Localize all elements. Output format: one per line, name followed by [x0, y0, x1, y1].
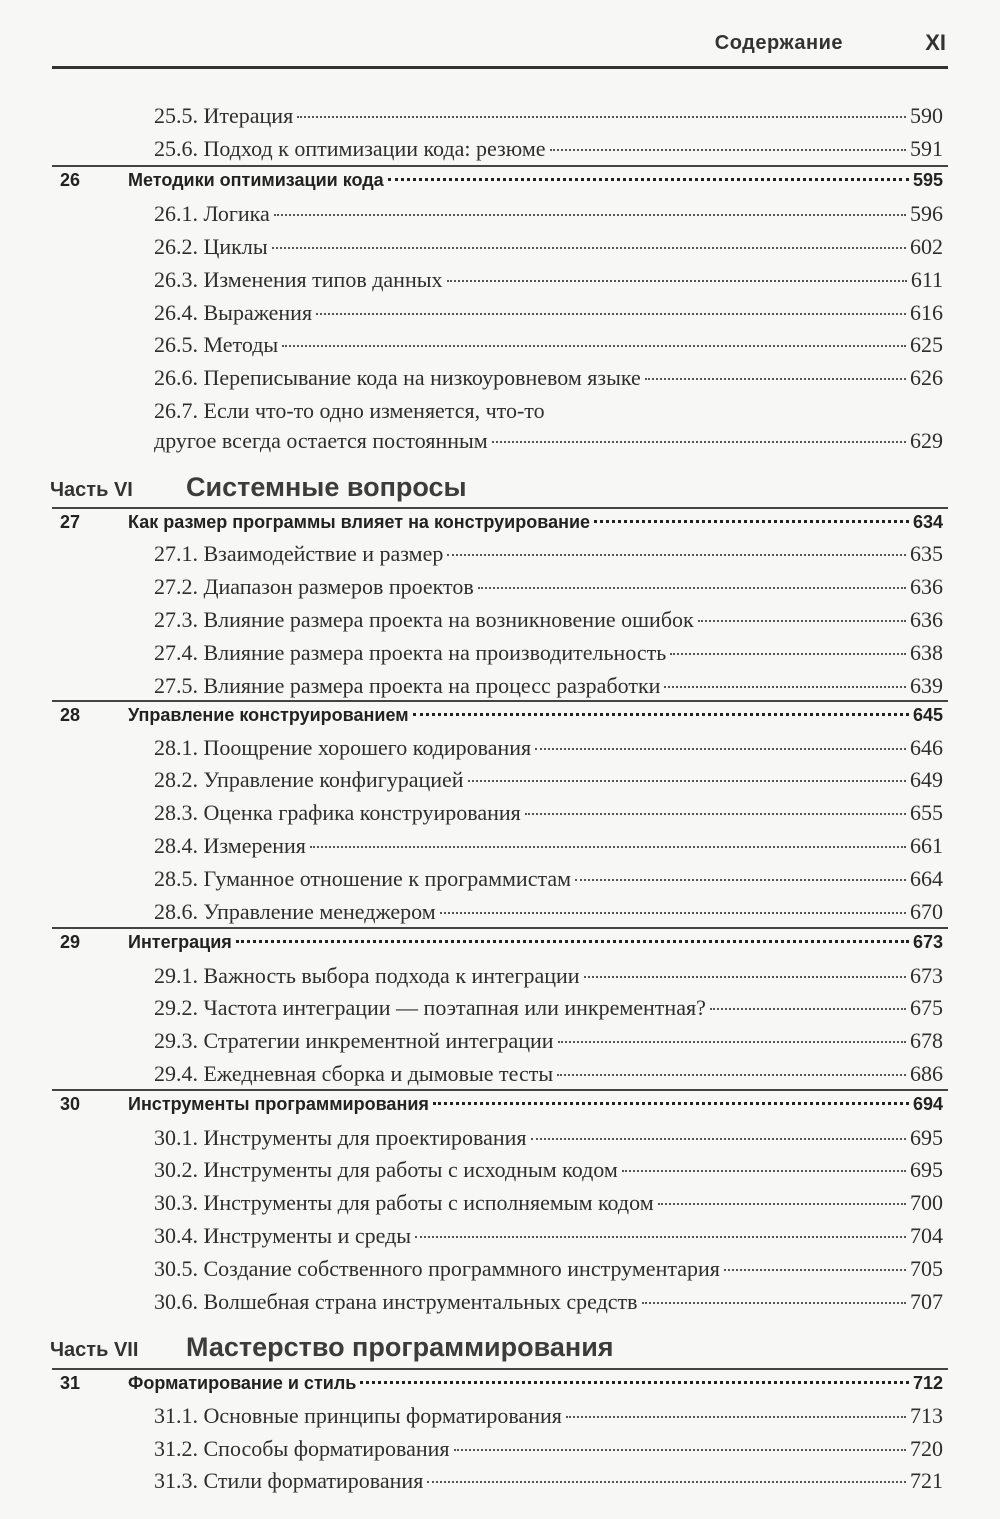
page-ref: 664: [910, 866, 943, 891]
section-entry: [0, 833, 1000, 859]
section-entry: [0, 1157, 1000, 1183]
page-ref: 590: [910, 103, 943, 128]
dot-leader: [550, 149, 906, 151]
page-ref: 625: [910, 332, 943, 357]
dot-leader: [642, 1302, 906, 1304]
section-rule: [52, 927, 948, 929]
dot-leader: [558, 1041, 906, 1043]
page-ref: 704: [910, 1223, 943, 1248]
part-title: Системные вопросы: [186, 472, 467, 502]
section-entry: [0, 1223, 1000, 1249]
page-ref: 626: [910, 365, 943, 390]
section-title: 31.2. Способы форматирования: [154, 1436, 450, 1461]
section-title: 31.3. Стили форматирования: [154, 1468, 424, 1493]
chapter-number: 28: [60, 705, 81, 725]
page-ref: 673: [910, 963, 943, 988]
dot-leader: [670, 653, 906, 655]
chapter-entry: [0, 705, 1000, 726]
section-entry: [0, 1061, 1000, 1087]
chapter-title: Инструменты программирования: [128, 1094, 429, 1114]
page-ref: 636: [910, 574, 943, 599]
dot-leader: [413, 713, 909, 716]
page-ref: 639: [910, 673, 943, 698]
dot-leader: [272, 247, 906, 249]
page-ref: 649: [910, 767, 943, 792]
chapter-title: Интеграция: [128, 932, 232, 952]
section-entry: [0, 1289, 1000, 1315]
section-entry: [0, 234, 1000, 260]
section-title: 31.1. Основные принципы форматирования: [154, 1403, 562, 1428]
section-entry: [0, 1190, 1000, 1216]
page-ref: 646: [910, 735, 943, 760]
section-entry: [0, 995, 1000, 1021]
dot-leader: [478, 587, 906, 589]
chapter-title: Методики оптимизации кода: [128, 170, 384, 190]
section-title: 30.2. Инструменты для работы с исходным кодом: [154, 1157, 618, 1182]
section-entry: [0, 1028, 1000, 1054]
dot-leader: [440, 912, 906, 914]
page-ref: 713: [910, 1403, 943, 1428]
dot-leader: [698, 620, 906, 622]
section-title: 25.6. Подход к оптимизации кода: резюме: [154, 136, 546, 161]
part-label: Часть VII: [50, 1339, 139, 1361]
dot-leader: [658, 1203, 906, 1205]
chapter-title: Управление конструированием: [128, 705, 409, 725]
page-ref: 634: [912, 512, 943, 532]
page-ref: 694: [912, 1094, 943, 1114]
dot-leader: [664, 686, 906, 688]
dot-leader: [525, 813, 906, 815]
section-title: 27.2. Диапазон размеров проектов: [154, 574, 474, 599]
section-title: 26.2. Циклы: [154, 234, 268, 259]
section-title: 30.6. Волшебная страна инструментальных средств: [154, 1289, 638, 1314]
dot-leader: [447, 554, 906, 556]
section-entry: [0, 103, 1000, 129]
section-title: 28.1. Поощрение хорошего кодирования: [154, 735, 532, 760]
section-entry: [0, 428, 1000, 454]
chapter-number: 29: [60, 932, 81, 952]
dot-leader: [274, 214, 906, 216]
chapter-number: 31: [60, 1373, 81, 1393]
chapter-number: 27: [60, 512, 81, 532]
section-entry: [0, 735, 1000, 761]
dot-leader: [531, 1138, 907, 1140]
dot-leader: [433, 1102, 909, 1105]
dot-leader: [447, 280, 907, 282]
page-ref: 595: [912, 170, 943, 190]
page-ref: 705: [910, 1256, 943, 1281]
chapter-entry: [0, 1094, 1000, 1115]
section-title: 26.4. Выражения: [154, 300, 313, 325]
section-rule: [52, 1368, 948, 1370]
page-ref: 635: [910, 541, 943, 566]
chapter-entry: [0, 932, 1000, 953]
dot-leader: [236, 940, 909, 943]
page-ref: 700: [910, 1190, 943, 1215]
chapter-title: Как размер программы влияет на конструирование: [128, 512, 591, 532]
part-title: Мастерство программирования: [186, 1332, 614, 1362]
dot-leader: [584, 976, 906, 978]
page-ref: 678: [910, 1028, 943, 1053]
dot-leader: [316, 313, 906, 315]
section-title: 27.3. Влияние размера проекта на возникновение ошибок: [154, 607, 694, 632]
dot-leader: [557, 1074, 906, 1076]
section-entry: [0, 866, 1000, 892]
dot-leader: [535, 748, 906, 750]
section-title: 26.1. Логика: [154, 201, 270, 226]
section-title: 28.6. Управление менеджером: [154, 899, 436, 924]
section-title: 29.4. Ежедневная сборка и дымовые тесты: [154, 1061, 554, 1086]
section-entry: [0, 963, 1000, 989]
page-ref: 645: [912, 705, 943, 725]
page-ref: 655: [910, 800, 943, 825]
section-title: 28.2. Управление конфигурацией: [154, 767, 464, 792]
section-entry: [0, 1403, 1000, 1429]
page-ref: 721: [910, 1468, 943, 1493]
dot-leader: [282, 345, 906, 347]
dot-leader: [492, 441, 906, 443]
page-ref: 591: [910, 136, 943, 161]
section-title: 26.6. Переписывание кода на низкоуровневом языке: [154, 365, 641, 390]
section-rule: [52, 507, 948, 509]
section-title: 26.5. Методы: [154, 332, 279, 357]
page-ref: 712: [912, 1373, 943, 1393]
section-entry: [0, 640, 1000, 666]
section-title: 28.3. Оценка графика конструирования: [154, 800, 521, 825]
section-entry: [0, 673, 1000, 699]
section-title: 29.1. Важность выбора подхода к интеграции: [154, 963, 580, 988]
page-ref: 636: [910, 607, 943, 632]
dot-leader: [388, 178, 909, 181]
section-entry: [0, 899, 1000, 925]
page-ref: 661: [910, 833, 943, 858]
chapter-entry: [0, 170, 1000, 191]
dot-leader: [594, 520, 909, 523]
dot-leader: [310, 846, 906, 848]
dot-leader: [622, 1170, 906, 1172]
section-title: 30.4. Инструменты и среды: [154, 1223, 412, 1248]
section-title: 30.1. Инструменты для проектирования: [154, 1125, 527, 1150]
section-entry: [0, 607, 1000, 633]
section-entry: [0, 541, 1000, 567]
section-rule: [52, 165, 948, 167]
dot-leader: [297, 116, 906, 118]
section-entry: [0, 1256, 1000, 1282]
dot-leader: [427, 1481, 906, 1483]
section-entry: [0, 398, 1000, 424]
section-title: 26.3. Изменения типов данных: [154, 267, 443, 292]
section-title: 26.7. Если что-то одно изменяется, что-то: [154, 398, 545, 423]
section-title: 27.1. Взаимодействие и размер: [154, 541, 444, 566]
page-ref: 611: [910, 267, 943, 292]
section-title: 30.5. Создание собственного программного инструментария: [154, 1256, 720, 1281]
page-ref: 670: [910, 899, 943, 924]
dot-leader: [468, 780, 906, 782]
chapter-title: Форматирование и стиль: [128, 1373, 357, 1393]
page-ref: 638: [910, 640, 943, 665]
page-ref: 707: [910, 1289, 943, 1314]
section-rule: [52, 1089, 948, 1091]
part-heading: [0, 1332, 1000, 1363]
page-ref: 720: [910, 1436, 943, 1461]
page-ref: 695: [910, 1125, 943, 1150]
dot-leader: [575, 879, 906, 881]
chapter-number: 30: [60, 1094, 81, 1114]
section-entry: [0, 574, 1000, 600]
chapter-number: 26: [60, 170, 81, 190]
section-entry: [0, 1468, 1000, 1494]
section-entry: [0, 201, 1000, 227]
dot-leader: [454, 1449, 906, 1451]
page-ref: 673: [912, 932, 943, 952]
running-title: Содержание: [714, 32, 843, 54]
page-ref: 629: [910, 428, 943, 453]
page-number: XI: [925, 30, 946, 55]
page-ref: 596: [910, 201, 943, 226]
section-entry: [0, 136, 1000, 162]
page-ref: 686: [910, 1061, 943, 1086]
section-entry: [0, 1125, 1000, 1151]
page-ref: 616: [910, 300, 943, 325]
section-rule: [52, 700, 948, 702]
section-title: другое всегда остается постоянным: [154, 428, 488, 453]
section-title: 29.2. Частота интеграции — поэтапная или инкрементная?: [154, 995, 706, 1020]
chapter-entry: [0, 512, 1000, 533]
section-title: 28.4. Измерения: [154, 833, 306, 858]
dot-leader: [415, 1236, 906, 1238]
page-ref: 675: [910, 995, 943, 1020]
dot-leader: [645, 378, 906, 380]
section-entry: [0, 800, 1000, 826]
dot-leader: [724, 1269, 906, 1271]
section-entry: [0, 1436, 1000, 1462]
part-label: Часть VI: [50, 479, 133, 501]
section-title: 27.5. Влияние размера проекта на процесс разработки: [154, 673, 661, 698]
section-entry: [0, 300, 1000, 326]
chapter-entry: [0, 1373, 1000, 1394]
dot-leader: [360, 1381, 909, 1384]
section-entry: [0, 767, 1000, 793]
page-ref: 695: [910, 1157, 943, 1182]
dot-leader: [566, 1416, 906, 1418]
part-heading: [0, 472, 1000, 503]
section-title: 25.5. Итерация: [154, 103, 294, 128]
section-title: 28.5. Гуманное отношение к программистам: [154, 866, 572, 891]
section-entry: [0, 365, 1000, 391]
section-entry: [0, 332, 1000, 358]
dot-leader: [710, 1008, 906, 1010]
section-title: 29.3. Стратегии инкрементной интеграции: [154, 1028, 554, 1053]
section-entry: [0, 267, 1000, 293]
page-ref: 602: [910, 234, 943, 259]
section-title: 30.3. Инструменты для работы с исполняемым кодом: [154, 1190, 654, 1215]
section-title: 27.4. Влияние размера проекта на производительность: [154, 640, 667, 665]
